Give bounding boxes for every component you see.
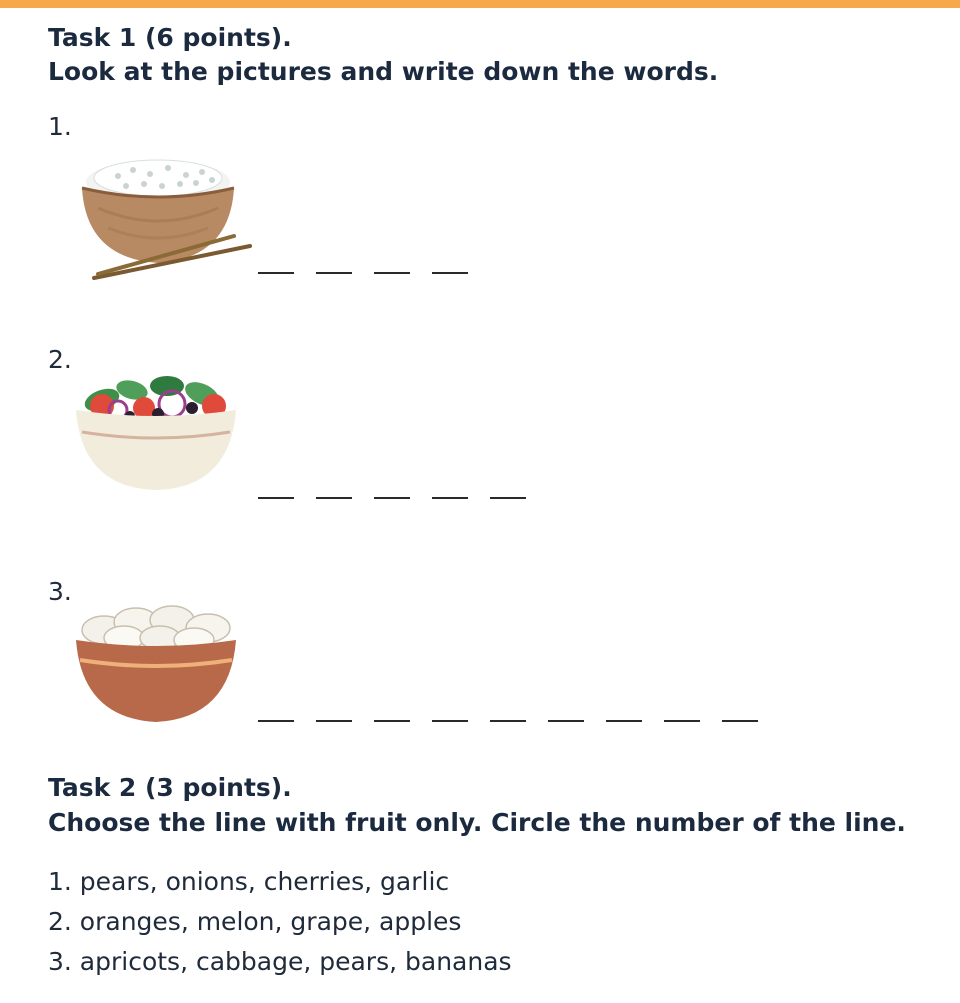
answer-blanks-1 [258, 272, 468, 274]
letter-blank[interactable] [606, 720, 642, 722]
task2-instruction: Choose the line with fruit only. Circle the number of the line. [48, 808, 906, 837]
letter-blank[interactable] [664, 720, 700, 722]
letter-blank[interactable] [490, 720, 526, 722]
item-number-3: 3. [48, 577, 72, 606]
letter-blank[interactable] [374, 272, 410, 274]
letter-blank[interactable] [316, 497, 352, 499]
letter-blank[interactable] [258, 497, 294, 499]
dumplings-bowl-icon [72, 600, 242, 729]
letter-blank[interactable] [548, 720, 584, 722]
salad-bowl-icon [72, 370, 242, 499]
letter-blank[interactable] [432, 272, 468, 274]
letter-blank[interactable] [490, 497, 526, 499]
task1-instruction: Look at the pictures and write down the words. [48, 57, 719, 86]
task2-heading: Task 2 (3 points). [48, 773, 292, 802]
letter-blank[interactable] [374, 720, 410, 722]
answer-blanks-3 [258, 720, 758, 722]
letter-blank[interactable] [258, 272, 294, 274]
task1-heading: Task 1 (6 points). [48, 23, 292, 52]
letter-blank[interactable] [432, 497, 468, 499]
top-accent-bar [0, 0, 960, 8]
option-line-1[interactable]: 1. pears, onions, cherries, garlic [48, 867, 450, 896]
item-number-1: 1. [48, 112, 72, 141]
item-number-2: 2. [48, 345, 72, 374]
option-line-2[interactable]: 2. oranges, melon, grape, apples [48, 907, 462, 936]
letter-blank[interactable] [316, 272, 352, 274]
letter-blank[interactable] [374, 497, 410, 499]
letter-blank[interactable] [316, 720, 352, 722]
letter-blank[interactable] [432, 720, 468, 722]
letter-blank[interactable] [722, 720, 758, 722]
rice-bowl-with-chopsticks-icon [78, 148, 258, 287]
answer-blanks-2 [258, 497, 526, 499]
option-line-3[interactable]: 3. apricots, cabbage, pears, bananas [48, 947, 512, 976]
letter-blank[interactable] [258, 720, 294, 722]
